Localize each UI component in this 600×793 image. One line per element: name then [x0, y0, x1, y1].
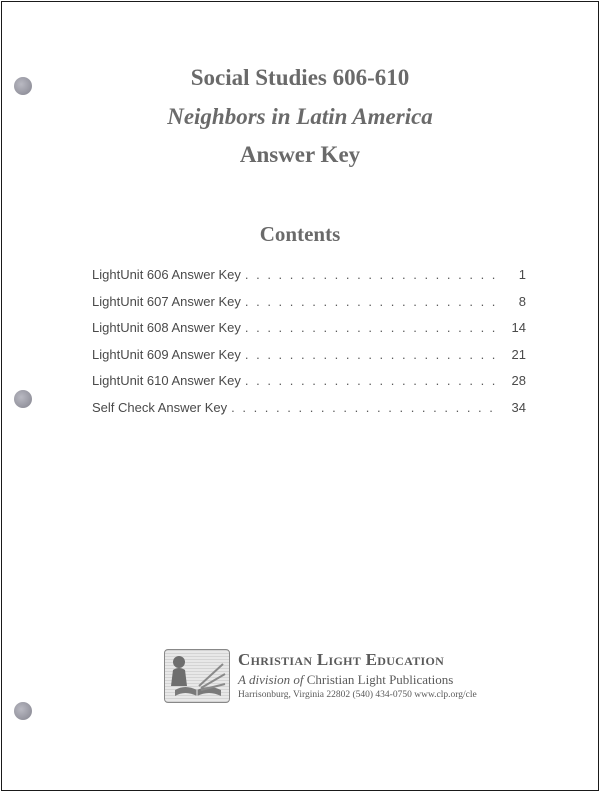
toc-entry-page: 8: [518, 293, 526, 309]
toc-entry-label: Self Check Answer Key: [92, 399, 228, 415]
course-subtitle: Neighbors in Latin America: [167, 104, 433, 129]
toc-entry: [92, 292, 526, 319]
toc-entry-label: LightUnit 610 Answer Key: [92, 373, 241, 388]
course-title: Social Studies 606-610: [190, 65, 410, 90]
toc-entry-page: 1: [518, 267, 526, 282]
toc-entry: [92, 318, 526, 345]
toc-entry: [92, 345, 526, 372]
binder-hole-middle: [14, 390, 32, 408]
toc-entry: [92, 265, 526, 292]
contents-heading: Contents: [259, 222, 341, 246]
table-of-contents: [92, 265, 526, 424]
toc-entry: [92, 371, 526, 398]
toc-entry-label: LightUnit 606 Answer Key: [92, 267, 241, 282]
toc-leader-dots: [245, 265, 500, 285]
toc-entry-page: 21: [511, 346, 526, 362]
title-block: [2, 64, 598, 169]
toc-leader-dots: [245, 371, 500, 391]
answer-key-cover-page: [1, 1, 599, 791]
division-name: Christian Light Publications: [306, 672, 454, 687]
publisher-text: [238, 649, 477, 702]
toc-entry-page: 28: [511, 373, 526, 388]
toc-entry: [92, 398, 526, 425]
toc-leader-dots: [245, 292, 500, 312]
document-type: Answer Key: [239, 142, 361, 167]
toc-leader-dots: [231, 398, 500, 418]
toc-leader-dots: [245, 318, 500, 338]
publisher-address: Harrisonburg, Virginia 22802 (540) 434-0750 www.clp.org/cle: [238, 690, 477, 700]
toc-entry-label: LightUnit 609 Answer Key: [92, 346, 241, 362]
reading-child-logo-icon: [164, 649, 230, 703]
binder-hole-bottom: [14, 702, 32, 720]
toc-entry-page: 34: [511, 399, 526, 415]
toc-entry-label: LightUnit 607 Answer Key: [92, 293, 241, 309]
toc-entry-label: LightUnit 608 Answer Key: [92, 320, 241, 335]
toc-entry-page: 14: [511, 320, 526, 335]
publisher-name: Christian Light Education: [238, 650, 445, 669]
publisher-block: [164, 649, 477, 703]
toc-leader-dots: [245, 345, 500, 365]
division-prefix: A division of: [238, 672, 304, 687]
publisher-division: [238, 671, 477, 688]
